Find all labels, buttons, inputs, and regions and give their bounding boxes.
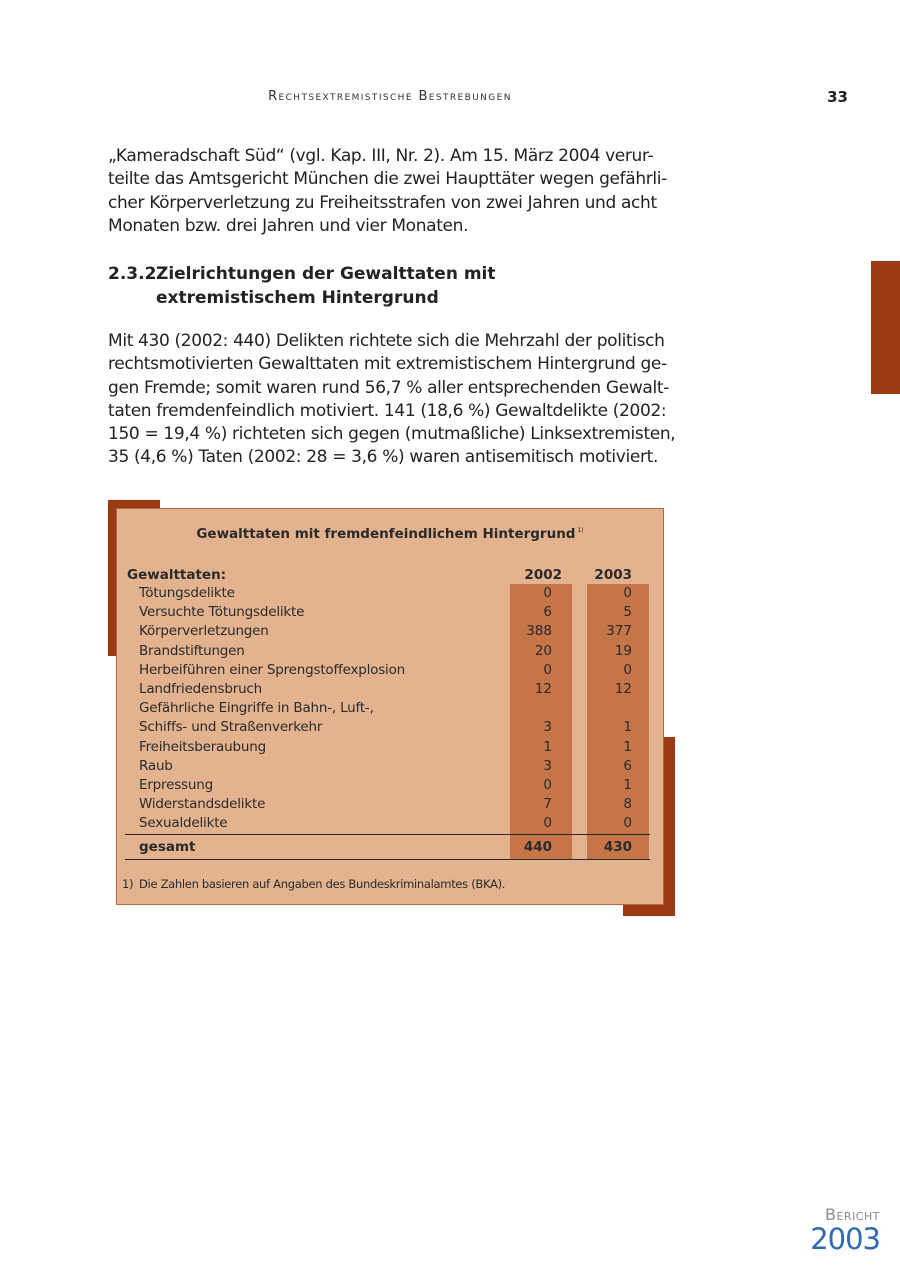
table-row — [117, 814, 663, 833]
text-line: 150 = 19,4 %) richteten sich gegen (mutmaßliche) Linksextremisten, — [108, 424, 676, 445]
value-2003: 19 — [614, 642, 632, 659]
row-label: Sexualdelikte — [139, 815, 228, 832]
row-label: Tötungsdelikte — [139, 585, 235, 601]
statistics-table — [116, 508, 664, 905]
brand-year: 2003 — [810, 1222, 880, 1256]
value-2003: 1 — [623, 776, 632, 793]
table-body — [117, 584, 663, 833]
text-line: teilte das Amtsgericht München die zwei Haupttäter wegen gefährli- — [108, 169, 667, 190]
table-title-text: Gewalttaten mit fremdenfeindlichem Hintergrund — [196, 526, 576, 542]
value-2002: 3 — [543, 757, 552, 774]
row-label: Erpressung — [139, 776, 213, 793]
row-label: Brandstiftungen — [139, 642, 245, 659]
table-header-2002: 2002 — [524, 567, 562, 583]
total-2002: 440 — [523, 839, 552, 855]
row-label: Landfriedensbruch — [139, 680, 262, 697]
total-rule-top — [125, 834, 650, 835]
value-2002: 0 — [543, 815, 552, 832]
value-2003: 1 — [623, 738, 632, 755]
section-title-line1: Zielrichtungen der Gewalttaten mit — [156, 264, 496, 284]
value-2003: 0 — [623, 815, 632, 832]
table-row — [117, 699, 663, 718]
table-header-label: Gewalttaten: — [127, 567, 227, 583]
brand-word: Bericht — [825, 1205, 880, 1224]
row-label: Herbeiführen einer Sprengstoffexplosion — [139, 661, 406, 678]
row-label: Schiffs- und Straßenverkehr — [139, 719, 323, 736]
chapter-edge-tab — [871, 261, 900, 394]
table-row — [117, 584, 663, 603]
row-label: Gefährliche Eingriffe in Bahn-, Luft-, — [139, 700, 374, 717]
page-number: 33 — [827, 88, 848, 106]
row-label: Körperverletzungen — [139, 623, 269, 640]
table-row — [117, 776, 663, 795]
running-head: Rechtsextremistische Bestrebungen — [268, 89, 512, 104]
text-line: cher Körperverletzung zu Freiheitsstrafen von zwei Jahren und acht — [108, 192, 657, 213]
row-label: Widerstandsdelikte — [139, 796, 266, 813]
value-2003: 0 — [623, 585, 632, 601]
footnote-mark: 1) — [122, 877, 134, 891]
text-line: Mit 430 (2002: 440) Delikten richtete sich die Mehrzahl der politisch — [108, 331, 665, 351]
table-total-row — [117, 837, 663, 857]
table-title — [117, 526, 663, 542]
value-2003: 12 — [614, 680, 632, 697]
text-line: taten fremdenfeindlich motiviert. 141 (18,6 %) Gewaltdelikte (2002: — [108, 400, 667, 421]
table-footnote — [122, 877, 505, 891]
table-row — [117, 718, 663, 737]
value-2003: 8 — [623, 796, 632, 813]
value-2002: 388 — [526, 623, 552, 640]
table-row — [117, 757, 663, 776]
total-label: gesamt — [139, 839, 196, 855]
text-line: rechtsmotivierten Gewalttaten mit extremistischem Hintergrund ge- — [108, 354, 667, 375]
table-row — [117, 680, 663, 699]
text-line: 35 (4,6 %) Taten (2002: 28 = 3,6 %) waren antisemitisch motiviert. — [108, 447, 659, 468]
value-2002: 0 — [543, 585, 552, 601]
value-2002: 3 — [543, 719, 552, 736]
table-row — [117, 738, 663, 757]
value-2002: 20 — [534, 642, 552, 659]
value-2002: 7 — [543, 796, 552, 813]
value-2002: 1 — [543, 738, 552, 755]
value-2003: 0 — [623, 661, 632, 678]
row-label: Versuchte Tötungsdelikte — [139, 604, 305, 621]
value-2002: 0 — [543, 661, 552, 678]
text-line: Monaten bzw. drei Jahren und vier Monaten. — [108, 215, 469, 236]
table-row — [117, 603, 663, 622]
value-2003: 1 — [623, 719, 632, 736]
value-2003: 377 — [606, 623, 632, 640]
table-title-footnote-mark: 1) — [577, 527, 584, 534]
value-2002: 12 — [534, 680, 552, 697]
total-rule-bottom — [125, 859, 650, 860]
section-title-line2: extremistischem Hintergrund — [156, 288, 439, 308]
paragraph-statistics — [108, 330, 688, 470]
table-row — [117, 795, 663, 814]
table-row — [117, 642, 663, 661]
total-2003: 430 — [603, 839, 632, 855]
value-2003: 5 — [623, 604, 632, 621]
value-2003: 6 — [623, 757, 632, 774]
table-row — [117, 622, 663, 641]
report-brand-logo — [780, 1206, 880, 1254]
table-row — [117, 661, 663, 680]
text-line: gen Fremde; somit waren rund 56,7 % aller entsprechenden Gewalt- — [108, 377, 669, 398]
paragraph-continued — [108, 145, 688, 238]
value-2002: 0 — [543, 776, 552, 793]
row-label: Raub — [139, 757, 173, 774]
row-label: Freiheitsberaubung — [139, 738, 266, 755]
value-2002: 6 — [543, 604, 552, 621]
section-heading — [108, 262, 668, 310]
section-number: 2.3.2 — [108, 264, 157, 284]
table-header-2003: 2003 — [594, 567, 632, 583]
text-line: „Kameradschaft Süd“ (vgl. Kap. III, Nr. 2). Am 15. März 2004 verur- — [108, 146, 654, 166]
footnote-text: Die Zahlen basieren auf Angaben des Bundeskriminalamtes (BKA). — [139, 877, 506, 891]
